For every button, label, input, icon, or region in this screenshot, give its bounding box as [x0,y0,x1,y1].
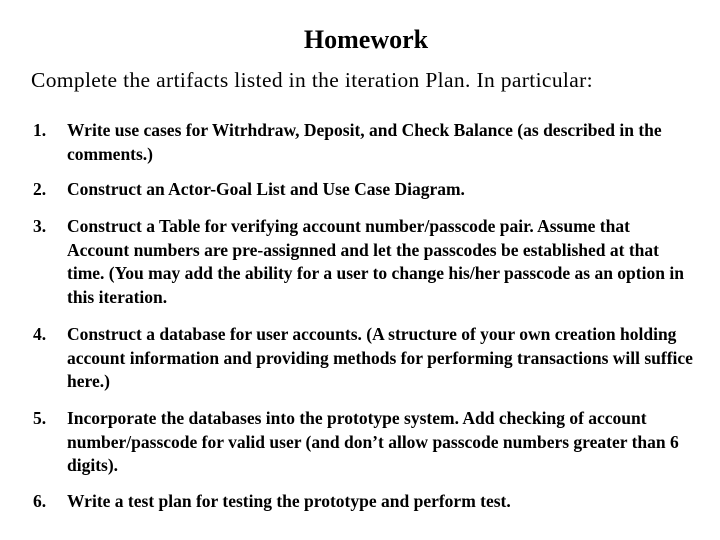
task-item-5 [33,407,693,478]
task-number: 5. [33,408,47,428]
task-item-3 [33,215,693,309]
slide-subtitle: Complete the artifacts listed in the iteration Plan. In particular: [31,68,593,92]
task-number: 4. [33,324,47,344]
slide-title: Homework [303,25,429,54]
task-number: 2. [33,179,47,199]
task-text: Write a test plan for testing the prototype and perform test. [67,491,511,511]
task-item-4 [33,323,693,394]
task-number: 1. [33,120,47,140]
task-item-6 [33,490,693,514]
task-text: Construct a Table for verifying account number/passcode pair. Assume that Account numbers are pre-assignned and let the passcodes be established at that time. (You may add the ability for a user to change his/her passcode as an option in this iteration. [67,216,684,307]
task-number: 3. [33,216,47,236]
task-text: Construct a database for user accounts. (A structure of your own creation holding account information and providing methods for performing transactions will suffice here.) [67,324,693,391]
task-item-1 [33,119,693,166]
task-item-2 [33,178,693,202]
task-number: 6. [33,491,47,511]
task-text: Construct an Actor-Goal List and Use Case Diagram. [67,179,465,199]
task-text: Incorporate the databases into the prototype system. Add checking of account number/passcode for valid user (and don’t allow passcode numbers greater than 6 digits). [67,408,679,475]
task-text: Write use cases for Witrhdraw, Deposit, and Check Balance (as described in the comments.) [67,120,662,164]
